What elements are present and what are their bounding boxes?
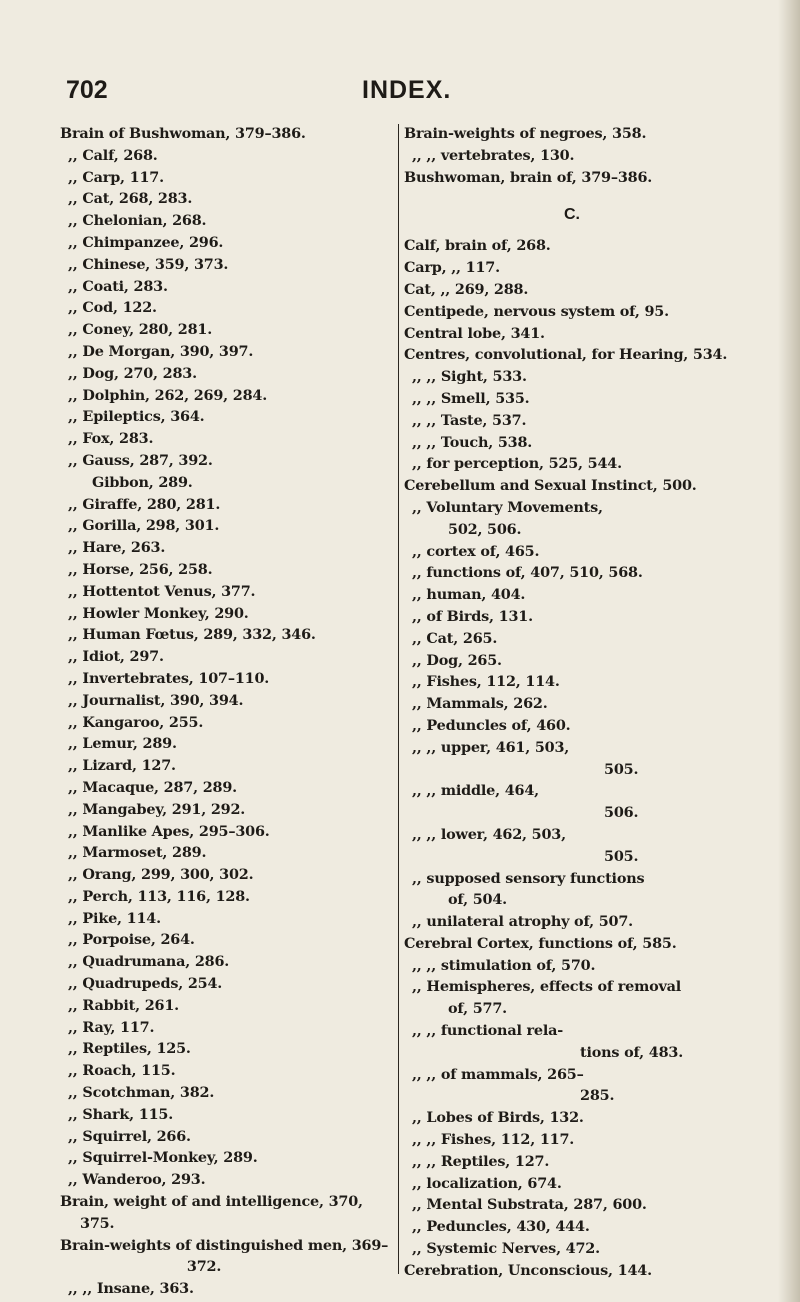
index-entry: Cerebration, Unconscious, 144.	[404, 1261, 652, 1279]
index-entry: ,, Mangabey, 291, 292.	[68, 800, 246, 818]
index-entry: ,, Squirrel-Monkey, 289.	[68, 1149, 258, 1167]
index-entry: ,, Coney, 280, 281.	[68, 321, 213, 339]
index-entry: ,, ,, middle, 464,	[412, 782, 539, 800]
index-entry: ,, Kangaroo, 255.	[68, 713, 204, 731]
index-entry: ,, Peduncles of, 460.	[412, 716, 571, 734]
index-column-left	[60, 123, 388, 1300]
index-entry-continuation: of, 577.	[448, 1000, 507, 1018]
index-entry: ,, Chelonian, 268.	[68, 212, 207, 230]
index-entry: ,, Marmoset, 289.	[68, 844, 207, 862]
index-entry: ,, ,, stimulation of, 570.	[412, 956, 596, 974]
index-entry: ,, ,, Reptiles, 127.	[412, 1152, 550, 1170]
index-entry: ,, Giraffe, 280, 281.	[68, 495, 221, 513]
index-entry-continuation: 505.	[604, 847, 639, 865]
index-entry: ,, Fox, 283.	[68, 430, 154, 448]
index-entry: ,, cortex of, 465.	[412, 542, 540, 560]
index-entry: ,, Perch, 113, 116, 128.	[68, 887, 250, 905]
index-entry: ,, Dog, 270, 283.	[68, 364, 197, 382]
index-entry: ,, Hemispheres, effects of removal	[412, 978, 682, 996]
index-entry: ,, Howler Monkey, 290.	[68, 604, 249, 622]
index-entry: ,, human, 404.	[412, 586, 526, 604]
index-entry: ,, Mammals, 262.	[412, 695, 548, 713]
index-entry: ,, Scotchman, 382.	[68, 1084, 215, 1102]
index-entry: ,, ,, vertebrates, 130.	[412, 146, 575, 164]
index-entry: Brain-weights of negroes, 358.	[404, 125, 647, 142]
index-entry: Centipede, nervous system of, 95.	[404, 302, 669, 320]
index-entry: ,, Dog, 265.	[412, 651, 502, 669]
index-entry: ,, Human Fœtus, 289, 332, 346.	[68, 626, 316, 644]
index-entry: ,, ,, Fishes, 112, 117.	[412, 1131, 575, 1149]
index-column-right	[404, 123, 740, 1282]
index-entry: ,, Porpoise, 264.	[68, 931, 195, 949]
index-entry: ,, ,, Sight, 533.	[412, 368, 527, 386]
index-entry: ,, unilateral atrophy of, 507.	[412, 913, 633, 931]
index-entry-continuation: 372.	[186, 1258, 222, 1276]
index-entry: ,, Shark, 115.	[68, 1105, 174, 1123]
index-entry: ,, Macaque, 287, 289.	[68, 778, 237, 796]
index-entry: Cerebellum and Sexual Instinct, 500.	[404, 477, 697, 495]
index-entry: ,, De Morgan, 390, 397.	[68, 342, 254, 360]
index-entry: ,, Invertebrates, 107–110.	[68, 669, 270, 687]
index-entry-continuation: tions of, 483.	[580, 1043, 684, 1061]
index-entry: ,, Cat, 265.	[412, 629, 498, 647]
index-entry: Carp, ,, 117.	[404, 259, 500, 277]
index-entry: ,, of Birds, 131.	[412, 607, 533, 625]
index-entry: ,, ,, lower, 462, 503,	[412, 825, 566, 843]
index-entry: ,, ,, Touch, 538.	[412, 433, 533, 451]
index-entry: ,, localization, 674.	[412, 1174, 562, 1192]
index-entry-continuation: 375.	[80, 1214, 115, 1232]
index-entry: ,, supposed sensory functions	[412, 869, 645, 887]
index-entry: ,, for perception, 525, 544.	[412, 455, 622, 473]
index-entry: ,, Fishes, 112, 114.	[412, 673, 560, 691]
index-entry-continuation: 502, 506.	[448, 520, 522, 538]
page-edge-shadow	[778, 0, 800, 1302]
index-entry: ,, Manlike Apes, 295–306.	[68, 822, 270, 840]
index-entry: ,, Rabbit, 261.	[68, 996, 179, 1014]
index-entry: ,, Orang, 299, 300, 302.	[68, 866, 254, 884]
index-entry: ,, Epileptics, 364.	[68, 408, 205, 426]
index-entry: ,, functions of, 407, 510, 568.	[412, 564, 643, 582]
index-entry-continuation: 505.	[604, 760, 639, 778]
index-entry: ,, Lemur, 289.	[68, 735, 177, 753]
section-letter-heading: C.	[564, 206, 580, 224]
index-entry: ,, Mental Substrata, 287, 600.	[412, 1196, 647, 1214]
running-head: INDEX.	[362, 76, 452, 104]
page-header	[0, 76, 800, 116]
index-entry: ,, Wanderoo, 293.	[68, 1171, 206, 1189]
index-entry-continuation: 285.	[580, 1087, 615, 1105]
index-entry: ,, ,, of mammals, 265–	[412, 1065, 584, 1083]
index-entry: ,, Lizard, 127.	[68, 757, 176, 775]
index-entry: ,, Hottentot Venus, 377.	[68, 582, 256, 600]
index-entry: Calf, brain of, 268.	[404, 237, 551, 255]
index-entry: ,, Systemic Nerves, 472.	[412, 1240, 600, 1258]
index-entry: Brain-weights of distinguished men, 369–	[60, 1236, 389, 1254]
index-entry: ,, Journalist, 390, 394.	[68, 691, 244, 709]
index-entry-continuation: 506.	[604, 804, 639, 822]
index-entry: ,, Gauss, 287, 392.	[68, 451, 213, 469]
index-entry: ,, Cat, 268, 283.	[68, 190, 193, 208]
index-entry: ,, Chinese, 359, 373.	[68, 255, 229, 273]
index-entry: Gibbon, 289.	[92, 473, 193, 491]
index-entry: ,, Calf, 268.	[68, 146, 158, 164]
index-entry: ,, Carp, 117.	[68, 168, 164, 186]
index-entry: ,, ,, functional rela-	[412, 1022, 564, 1040]
index-entry: Cat, ,, 269, 288.	[404, 280, 529, 298]
index-entry: ,, Quadrupeds, 254.	[68, 975, 223, 993]
index-entry: ,, Voluntary Movements,	[412, 498, 603, 516]
index-entry: ,, Lobes of Birds, 132.	[412, 1109, 584, 1127]
index-entry: ,, Squirrel, 266.	[68, 1127, 191, 1145]
index-entry: ,, Chimpanzee, 296.	[68, 233, 224, 251]
index-entry: ,, Hare, 263.	[68, 539, 166, 557]
index-entry: ,, ,, Insane, 363.	[68, 1280, 194, 1298]
page-number: 702	[66, 76, 108, 104]
index-entry: ,, Gorilla, 298, 301.	[68, 517, 220, 535]
index-entry: Bushwoman, brain of, 379–386.	[404, 168, 653, 186]
index-entry: ,, Quadrumana, 286.	[68, 953, 230, 971]
index-entry-continuation: of, 504.	[448, 891, 507, 909]
index-entry: ,, Pike, 114.	[68, 909, 161, 927]
index-entry: ,, ,, Smell, 535.	[412, 389, 530, 407]
index-entry: ,, Peduncles, 430, 444.	[412, 1218, 590, 1236]
index-entry: Centres, convolutional, for Hearing, 534.	[404, 346, 728, 364]
column-divider	[398, 124, 399, 1274]
index-entry: ,, Dolphin, 262, 269, 284.	[68, 386, 268, 404]
index-entry: ,, Horse, 256, 258.	[68, 560, 213, 578]
index-entry: ,, Cod, 122.	[68, 299, 157, 317]
index-entry: Central lobe, 341.	[404, 324, 545, 342]
index-entry: Brain, weight of and intelligence, 370,	[60, 1193, 363, 1211]
index-entry: ,, Roach, 115.	[68, 1062, 176, 1080]
index-entry: ,, Idiot, 297.	[68, 648, 164, 666]
index-entry: ,, Ray, 117.	[68, 1018, 155, 1036]
index-entry: ,, Coati, 283.	[68, 277, 168, 295]
index-entry: ,, Reptiles, 125.	[68, 1040, 191, 1058]
index-entry: ,, ,, upper, 461, 503,	[412, 738, 570, 756]
index-entry: ,, ,, Taste, 537.	[412, 411, 527, 429]
index-entry: Cerebral Cortex, functions of, 585.	[404, 934, 677, 952]
index-entry: Brain of Bushwoman, 379–386.	[60, 125, 306, 142]
